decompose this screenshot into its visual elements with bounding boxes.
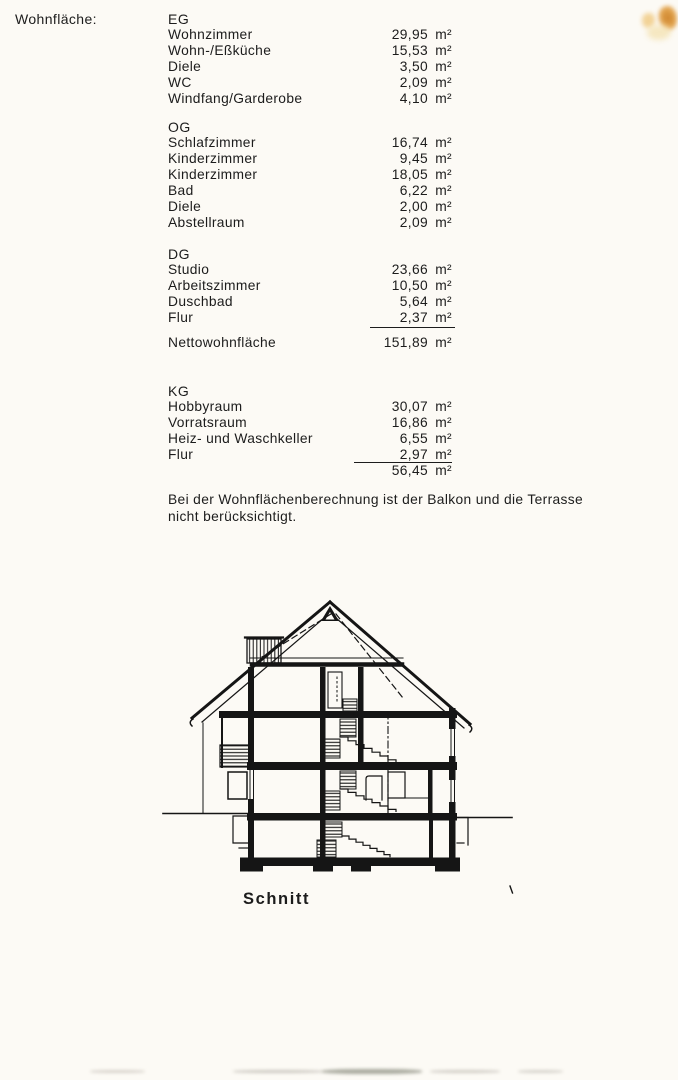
- area-value: 9,45: [399, 151, 428, 166]
- area-value: 10,50: [391, 278, 428, 293]
- area-unit: m²: [435, 335, 452, 350]
- room-label: Bad: [168, 183, 194, 198]
- room-label: Hobbyraum: [168, 399, 243, 414]
- section-header: DG: [168, 246, 190, 262]
- table-row: [168, 183, 452, 199]
- area-unit: m²: [435, 278, 452, 293]
- table-row: [168, 399, 452, 415]
- room-label: Kinderzimmer: [168, 151, 258, 166]
- building-section-drawing: [130, 578, 550, 908]
- table-row: [168, 431, 452, 447]
- room-label: Vorratsraum: [168, 415, 247, 430]
- table-row: [168, 310, 452, 326]
- area-value: 2,09: [399, 215, 428, 230]
- table-row: [168, 447, 452, 463]
- scan-edge-smudge: [322, 1069, 422, 1074]
- table-row: [168, 27, 452, 43]
- area-value: 2,37: [399, 310, 428, 325]
- floors-and-walls: [219, 667, 460, 872]
- table-row: [168, 215, 452, 231]
- room-label: Wohn-/Eßküche: [168, 43, 272, 58]
- room-label: Flur: [168, 310, 194, 325]
- area-unit: m²: [435, 199, 452, 214]
- table-row: [168, 59, 452, 75]
- room-label: Diele: [168, 59, 202, 74]
- tick-mark: [510, 886, 513, 893]
- net-total-row: [168, 335, 452, 351]
- area-value: 16,74: [391, 135, 428, 150]
- area-unit: m²: [435, 415, 452, 430]
- area-value: 6,55: [399, 431, 428, 446]
- area-unit: m²: [435, 91, 452, 106]
- section-header: OG: [168, 119, 191, 135]
- area-value: 23,66: [391, 262, 428, 277]
- room-label: Heiz- und Waschkeller: [168, 431, 313, 446]
- table-row: [168, 135, 452, 151]
- scan-edge-smudge: [90, 1070, 145, 1073]
- room-label: Studio: [168, 262, 210, 277]
- sum-rule: [370, 327, 455, 328]
- area-unit: m²: [435, 167, 452, 182]
- area-value: 29,95: [391, 27, 428, 42]
- table-row: [168, 262, 452, 278]
- table-row: [168, 278, 452, 294]
- table-row: [168, 151, 452, 167]
- section-dg: [168, 246, 452, 351]
- table-row: [168, 75, 452, 91]
- room-label: Schlafzimmer: [168, 135, 256, 150]
- room-label: Wohnzimmer: [168, 27, 253, 42]
- room-label: Kinderzimmer: [168, 167, 258, 182]
- room-label: Abstellraum: [168, 215, 245, 230]
- chimney: [247, 639, 281, 663]
- gutter-left: [190, 719, 193, 726]
- subtotal-label: [168, 463, 354, 479]
- subtotal-value: 56,45: [391, 463, 428, 478]
- table-row: [168, 167, 452, 183]
- section-og: [168, 119, 452, 231]
- room-label: Duschbad: [168, 294, 233, 309]
- area-unit: m²: [435, 43, 452, 58]
- gutter-right: [469, 725, 472, 732]
- area-value: 2,97: [399, 447, 428, 462]
- footnote: [168, 491, 638, 525]
- scan-edge-smudge: [518, 1070, 563, 1073]
- area-value: 16,86: [391, 415, 428, 430]
- room-label: Windfang/Garderobe: [168, 91, 303, 106]
- area-value: 5,64: [399, 294, 428, 309]
- area-unit: m²: [435, 75, 452, 90]
- area-value: 6,22: [399, 183, 428, 198]
- area-value: 2,09: [399, 75, 428, 90]
- table-row: [168, 294, 452, 310]
- table-row: [168, 91, 452, 107]
- room-label: Diele: [168, 199, 202, 214]
- area-value: 18,05: [391, 167, 428, 182]
- room-label: Arbeitszimmer: [168, 278, 261, 293]
- table-row: [168, 43, 452, 59]
- area-unit: m²: [435, 183, 452, 198]
- side-label: Wohnfläche:: [15, 11, 97, 27]
- door-outline: [366, 776, 382, 800]
- stain-mark: [647, 25, 671, 40]
- total-label: Nettowohnfläche: [168, 335, 277, 350]
- area-value: 30,07: [391, 399, 428, 414]
- balcony: [203, 718, 250, 813]
- area-unit: m²: [435, 59, 452, 74]
- footnote-line1: Bei der Wohnflächenberechnung ist der Balkon und die Terrasse: [168, 492, 584, 507]
- table-row: [168, 199, 452, 215]
- section-header: EG: [168, 11, 190, 27]
- section-eg: [168, 11, 452, 107]
- scan-edge-smudge: [233, 1070, 323, 1073]
- area-value: 2,00: [399, 199, 428, 214]
- door-outline: [388, 772, 405, 798]
- area-unit: m²: [435, 135, 452, 150]
- kg-subtotal-row: [168, 463, 452, 479]
- drawing-caption: Schnitt: [243, 890, 311, 908]
- footnote-line2: nicht berücksichtigt.: [168, 509, 297, 524]
- area-value: 3,50: [399, 59, 428, 74]
- area-unit: m²: [435, 294, 452, 309]
- area-unit: m²: [435, 431, 452, 446]
- area-unit: m²: [435, 310, 452, 325]
- area-unit: m²: [435, 447, 452, 462]
- room-label: WC: [168, 75, 192, 90]
- area-unit: m²: [435, 27, 452, 42]
- area-unit: m²: [435, 399, 452, 414]
- staircase: [317, 699, 396, 857]
- area-value: 4,10: [399, 91, 428, 106]
- table-row: [168, 415, 452, 431]
- area-unit: m²: [435, 262, 452, 277]
- section-header: KG: [168, 383, 190, 399]
- area-unit: m²: [435, 215, 452, 230]
- total-value: 151,89: [383, 335, 428, 350]
- area-value: 15,53: [391, 43, 428, 58]
- room-label: Flur: [168, 447, 194, 462]
- scan-edge-smudge: [430, 1070, 500, 1073]
- area-unit: m²: [435, 151, 452, 166]
- section-kg: [168, 383, 452, 479]
- area-unit: m²: [435, 463, 452, 478]
